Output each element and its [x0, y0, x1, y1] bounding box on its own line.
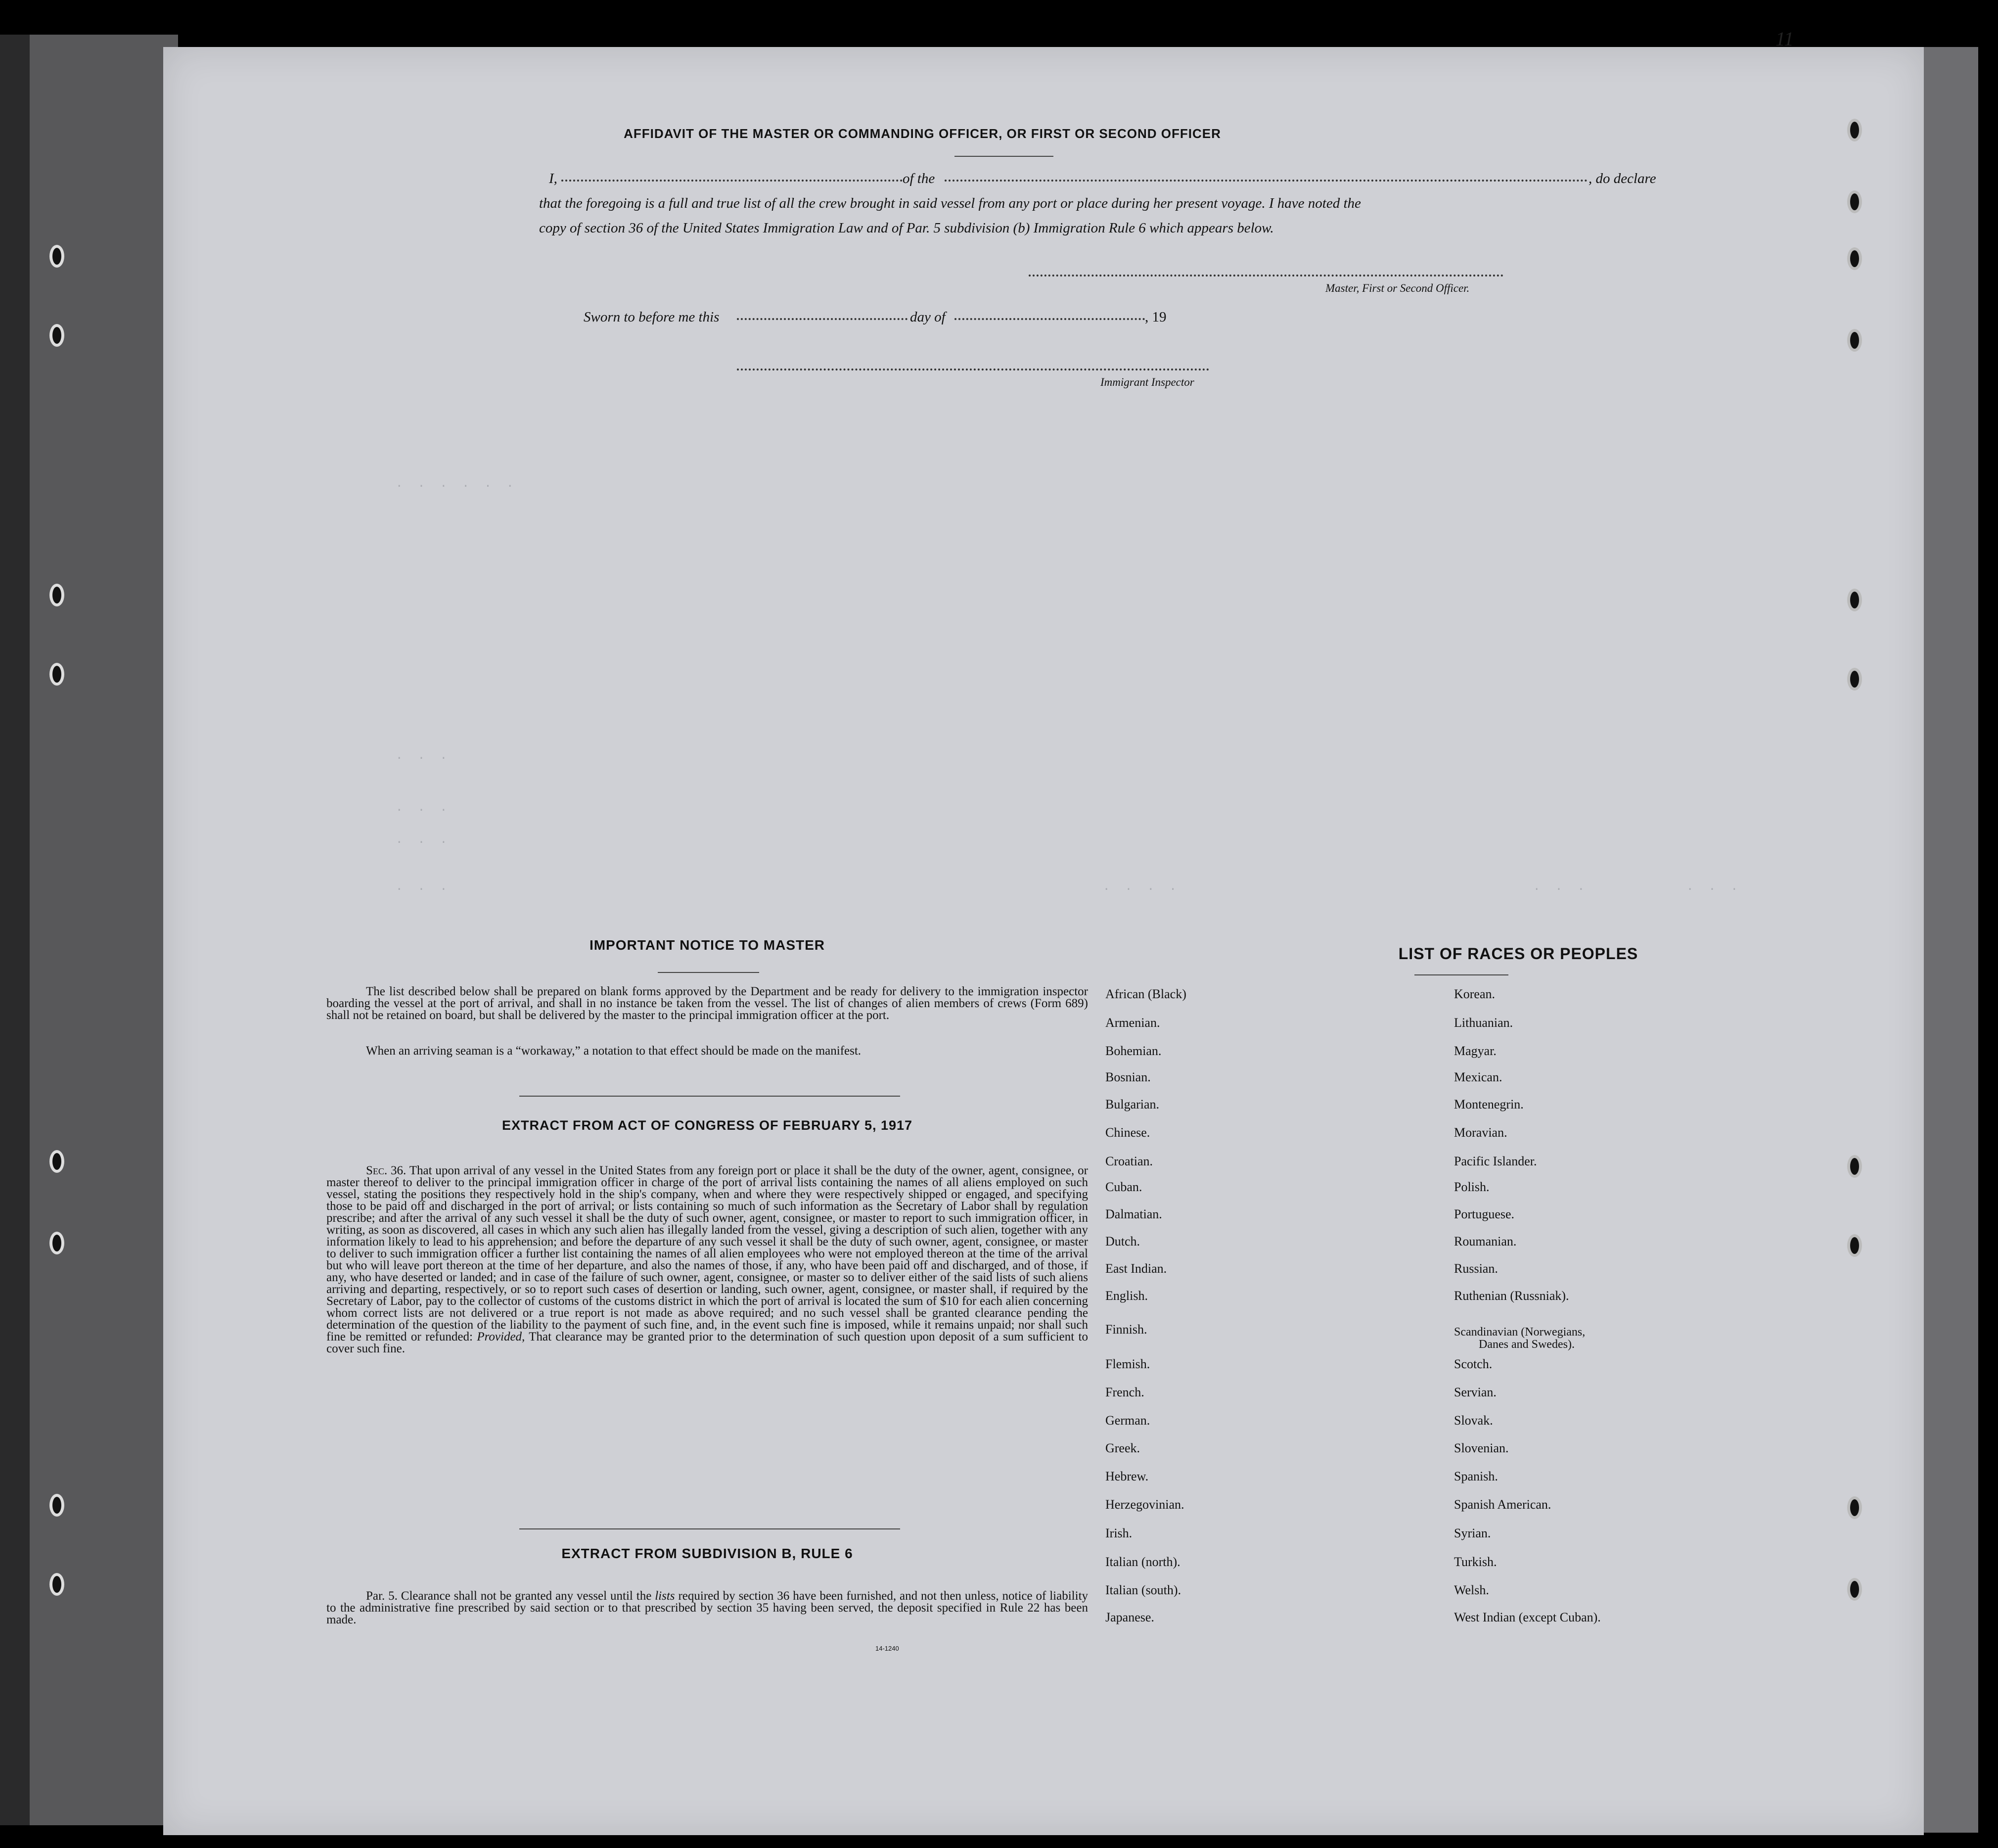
race-item: Ruthenian (Russniak). — [1454, 1289, 1569, 1303]
race-item: Bosnian. — [1105, 1070, 1151, 1084]
punch-hole-icon — [49, 584, 64, 606]
race-item: Pacific Islander. — [1454, 1154, 1537, 1168]
extract-rule-body — [326, 1590, 1088, 1626]
affidavit-line-3: copy of section 36 of the United States Immigration Law and of Par. 5 subdivision (b) Immigration Rule 6 which appears below. — [539, 220, 1274, 236]
punch-hole-icon — [49, 663, 64, 686]
race-item: Slovak. — [1454, 1413, 1493, 1428]
binder-left-edge — [30, 35, 178, 1825]
race-item: East Indian. — [1105, 1261, 1167, 1276]
rule-text-lists: lists — [655, 1589, 675, 1603]
sworn-prefix: Sworn to before me this — [584, 309, 720, 325]
race-item: Portuguese. — [1454, 1207, 1515, 1221]
punch-hole-icon — [1847, 1234, 1862, 1257]
punch-hole-icon — [49, 1150, 64, 1173]
punch-hole-icon — [49, 1494, 64, 1517]
punch-hole-icon — [1847, 1578, 1862, 1601]
document-page: 11 . . . . . . . . . . . . . . . . . . . . . . . . . . . . AFFIDAVIT OF THE MASTER OR COMMANDING OFFICER, OR FIRST OR SECOND OFFICER I, of the , do declare that the foregoing is a full and true list of all the crew brought in said vessel from any port or place during her present voyage. I have noted the copy of section 36 of the United States Immigration Law and of Par. 5 subdivision (b) Immigration Rule 6 which appears below. Master, First or Second Officer. Sworn to before me this day of , 19 Immigrant Inspector IMPORTANT NOTICE TO MASTER The list described below shall be prepared on blank forms approved by the Department and be ready for delivery to the immigration inspector boarding the vessel at the port of arrival, and shall in no instance be taken from the vessel. The list of changes of alien members of crews (Form 689) shall not be retained on board, but shall be delivered by the master to the principal immigration officer at the port. When an arriving seaman is a “workaway,” a notation to that effect should be made on the manifest. EXTRACT FROM ACT OF CONGRESS OF FEBRUARY 5, 1917 Sec. 36. That upon arrival of any vessel in the United States from any foreign port or place it shall be the duty of the owner, agent, consignee, or master thereof to deliver to the principal immigration officer in charge of the port of arrival lists containing the names of all aliens employed on such vessel, stating the positions they respectively hold in the ship's company, when and where they were respectively shipped or engaged, and specifying those to be paid off and discharged in the port of arrival; or lists containing so much of such information as the Secretary of Labor shall by regulation prescribe; and after the arrival of any such vessel it shall be the duty of such owner, agent, consignee, or master to report to such immigration officer, in writing, as soon as discovered, all cases in which any such alien has illegally landed from the vessel, giving a description of such alien, together with any information likely to lead to his apprehension; and before the departure of any such vessel it shall be the duty of such owner, agent, consignee, or master to deliver to such immigration officer a further list containing the names of all alien employees who were not employed thereon at the time of the arrival but who will leave port thereon at the time of her departure, and also the names of those, if any, who have been paid off and discharged, and of those, if any, who have deserted or landed; and in case of the failure of such owner, agent, consignee, or master so to deliver either of the said lists of such aliens arriving and departing, respectively, or so to report such cases of desertion or landing, such owner, agent, consignee, or master shall, if required by the Secretary of Labor, pay to the collector of customs of the customs district in which the port of arrival is located the sum of $10 for each alien concerning whom correct lists are not delivered or a true report is not made as above required; and no such vessel shall be granted clearance pending the determination of the question of the liability to the payment of such fine, and, in the event such fine is imposed, while it remains unpaid; nor shall such fine be remitted or refunded: Provided, That clearance may be granted prior to the determination of such question upon deposit of a sum sufficient to cover such fine. EXTRACT FROM SUBDIVISION B, RULE 6 Par. 5. Clearance shall not be granted any vessel until the lists required by section 36 have been furnished, and not then unless, notice of liability to the administrative fine prescribed by said section or to that prescribed by section 35 having been served, the deposit specified in Rule 22 has been made. 14-1240 LIST OF RACES OR PEOPLES African (Black) Armenian. Bohemian. Bosnian. Bulgarian. Chinese. Croatian. Cuban. Dalmatian. Dutch. East Indian. English. Finnish. Flemish. French. German. Greek. Hebrew. Herzegovinian. Irish. Italian (north). Italian (south). Japanese. Korean. Lithuanian. Magyar. Mexican. Montenegrin. Moravian. Pacific Islander. Polish. Portuguese. Roumanian. Russian. Ruthenian (Russniak). Scandinavian (Norwegians, Scotch. Servian. Slovak. Slovenian. Spanish. Spanish American. Syrian. Turkish. Welsh. West Indian (except Cuban). Danes and Swedes). — [163, 47, 1924, 1835]
affidavit-title: AFFIDAVIT OF THE MASTER OR COMMANDING OFFICER, OR FIRST OR SECOND OFFICER — [624, 126, 1221, 141]
race-item: Turkish. — [1454, 1555, 1497, 1569]
sworn-day-blank — [737, 318, 908, 320]
form-number: 14-1240 — [875, 1645, 899, 1652]
race-item: Polish. — [1454, 1180, 1490, 1194]
race-item: Spanish American. — [1454, 1497, 1551, 1512]
race-item: Lithuanian. — [1454, 1016, 1513, 1030]
section-36-text: That upon arrival of any vessel in the United States from any foreign port or place it shall be the duty of the owner, agent, consignee, or master thereof to deliver to the principal immigration officer in charge of the port of arrival lists containing the names of all aliens employed on such vessel, stating the positions they respectively hold in the ship's company, when and where they were respectively shipped or engaged, and specifying those to be paid off and discharged in the port of arrival; or lists containing so much of such information as the Secretary of Labor shall by regulation prescribe; and after the arrival of any such vessel it shall be the duty of such owner, agent, consignee, or master to report to such immigration officer, in writing, as soon as discovered, all cases in which any such alien has illegally landed from the vessel, giving a description of such alien, together with any information likely to lead to his apprehension; and before the departure of any such vessel it shall be the duty of such owner, agent, consignee, or master to deliver to such immigration officer a further list containing the names of all alien employees who were not employed thereon at the time of the arrival but who will leave port thereon at the time of her departure, and also the names of those, if any, who have been paid off and discharged, and of those, if any, who have deserted or landed; and in case of the failure of such owner, agent, consignee, or master so to deliver either of the said lists of such aliens arriving and departing, respectively, or so to report such cases of desertion or landing, such owner, agent, consignee, or master shall, if required by the Secretary of Labor, pay to the collector of customs of the customs district in which the port of arrival is located the sum of $10 for each alien concerning whom correct lists are not delivered or a true report is not made as above required; and no such vessel shall be granted clearance pending the determination of the question of the liability to the payment of such fine, and, in the event such fine is imposed, while it remains unpaid; nor shall such fine be remitted or refunded: — [326, 1164, 1088, 1343]
signature-line — [1029, 275, 1503, 277]
extract-rule-title: EXTRACT FROM SUBDIVISION B, RULE 6 — [561, 1546, 853, 1561]
notice-title: IMPORTANT NOTICE TO MASTER — [589, 937, 825, 953]
race-item: Scotch. — [1454, 1357, 1493, 1371]
punch-hole-icon — [1847, 589, 1862, 611]
race-item: Korean. — [1454, 987, 1496, 1001]
sworn-month-blank — [954, 318, 1145, 320]
race-item: Finnish. — [1105, 1322, 1147, 1337]
punch-hole-icon — [1847, 1496, 1862, 1519]
race-item: Hebrew. — [1105, 1469, 1149, 1483]
race-item: Flemish. — [1105, 1357, 1150, 1371]
signature-caption: Master, First or Second Officer. — [1325, 282, 1470, 294]
race-item: Slovenian. — [1454, 1441, 1509, 1455]
race-item: Bohemian. — [1105, 1044, 1162, 1058]
divider — [519, 1096, 900, 1097]
race-item: Bulgarian. — [1105, 1097, 1160, 1111]
race-item: African (Black) — [1105, 987, 1186, 1001]
punch-hole-icon — [49, 324, 64, 347]
vessel-blank — [945, 180, 1588, 182]
race-item: Chinese. — [1105, 1125, 1150, 1140]
affidavit-line-2: that the foregoing is a full and true list of all the crew brought in said vessel from any port or place during her present voyage. I have noted the — [539, 195, 1361, 211]
race-item: German. — [1105, 1413, 1150, 1428]
race-item: Welsh. — [1454, 1583, 1489, 1597]
race-item: Moravian. — [1454, 1125, 1507, 1140]
binder-strip — [0, 35, 31, 1825]
race-item: English. — [1105, 1289, 1148, 1303]
sworn-day-of: day of — [910, 309, 946, 325]
race-item: Greek. — [1105, 1441, 1140, 1455]
race-item: Irish. — [1105, 1526, 1133, 1540]
race-item: Mexican. — [1454, 1070, 1502, 1084]
page-number: 11 — [1775, 28, 1794, 50]
race-item: Cuban. — [1105, 1180, 1142, 1194]
race-item: Italian (south). — [1105, 1583, 1181, 1597]
divider — [519, 1528, 900, 1529]
extract-act-title: EXTRACT FROM ACT OF CONGRESS OF FEBRUARY 5, 1917 — [501, 1118, 913, 1133]
divider — [954, 156, 1053, 157]
race-item: Japanese. — [1105, 1610, 1154, 1624]
race-item: Dalmatian. — [1105, 1207, 1162, 1221]
race-item: Scandinavian (Norwegians, — [1454, 1326, 1586, 1339]
race-item: Montenegrin. — [1454, 1097, 1524, 1111]
punch-hole-icon — [49, 1232, 64, 1254]
races-title: LIST OF RACES OR PEOPLES — [1398, 945, 1638, 963]
race-item: Spanish. — [1454, 1469, 1498, 1483]
race-item: Italian (north). — [1105, 1555, 1181, 1569]
inspector-caption: Immigrant Inspector — [1100, 376, 1194, 388]
punch-hole-icon — [1847, 247, 1862, 270]
race-item: Dutch. — [1105, 1234, 1140, 1248]
race-item-continuation: Danes and Swedes). — [1479, 1338, 1575, 1351]
section-36-tail: That clearance may be granted prior to the determination of such question upon deposit of a sum sufficient to cover such fine. — [326, 1330, 1088, 1355]
notice-paragraph-2: When an arriving seaman is a “workaway,” a notation to that effect should be made on the manifest. — [366, 1044, 862, 1058]
race-item: Russian. — [1454, 1261, 1498, 1276]
race-item: Syrian. — [1454, 1526, 1491, 1540]
inspector-signature-line — [737, 369, 1209, 370]
race-item: Croatian. — [1105, 1154, 1153, 1168]
name-blank — [561, 180, 903, 182]
punch-hole-icon — [1847, 329, 1862, 352]
punch-hole-icon — [1847, 190, 1862, 213]
extract-act-body — [326, 1165, 1088, 1355]
punch-hole-icon — [49, 245, 64, 268]
affidavit-do-declare: , do declare — [1589, 171, 1656, 186]
race-item: French. — [1105, 1385, 1144, 1399]
race-item: Armenian. — [1105, 1016, 1160, 1030]
race-item: Servian. — [1454, 1385, 1497, 1399]
race-item: Herzegovinian. — [1105, 1497, 1184, 1512]
rule-text-a: Par. 5. Clearance shall not be granted any vessel until the — [366, 1589, 652, 1603]
affidavit-i: I, — [549, 171, 557, 186]
race-item: West Indian (except Cuban). — [1454, 1610, 1601, 1624]
notice-paragraph-1: The list described below shall be prepared on blank forms approved by the Department and be ready for delivery to the immigration inspector boarding the vessel at the port of arrival, and shall in no instance be taken from the vessel. The list of changes of alien members of crews (Form 689) shall not be retained on board, but shall be delivered by the master to the principal immigration officer at the port. — [326, 985, 1088, 1022]
race-item: Roumanian. — [1454, 1234, 1517, 1248]
punch-hole-icon — [1847, 119, 1862, 141]
divider — [658, 972, 759, 973]
punch-hole-icon — [1847, 668, 1862, 691]
divider — [1414, 974, 1508, 975]
sworn-year: , 19 — [1145, 309, 1167, 325]
section-label: Sec. 36. — [366, 1164, 407, 1177]
rule-text-b: required by section 36 have been furnished, and not then unless, notice of liability to the administrative fine prescribed by said section or to that prescribed by section 35 having been served, the deposit specified in Rule 22 has been made. — [326, 1589, 1089, 1626]
affidavit-of-the: of the — [903, 171, 935, 186]
punch-hole-icon — [1847, 1155, 1862, 1178]
provided-word: Provided, — [477, 1330, 525, 1343]
punch-hole-icon — [49, 1573, 64, 1596]
race-item: Magyar. — [1454, 1044, 1497, 1058]
